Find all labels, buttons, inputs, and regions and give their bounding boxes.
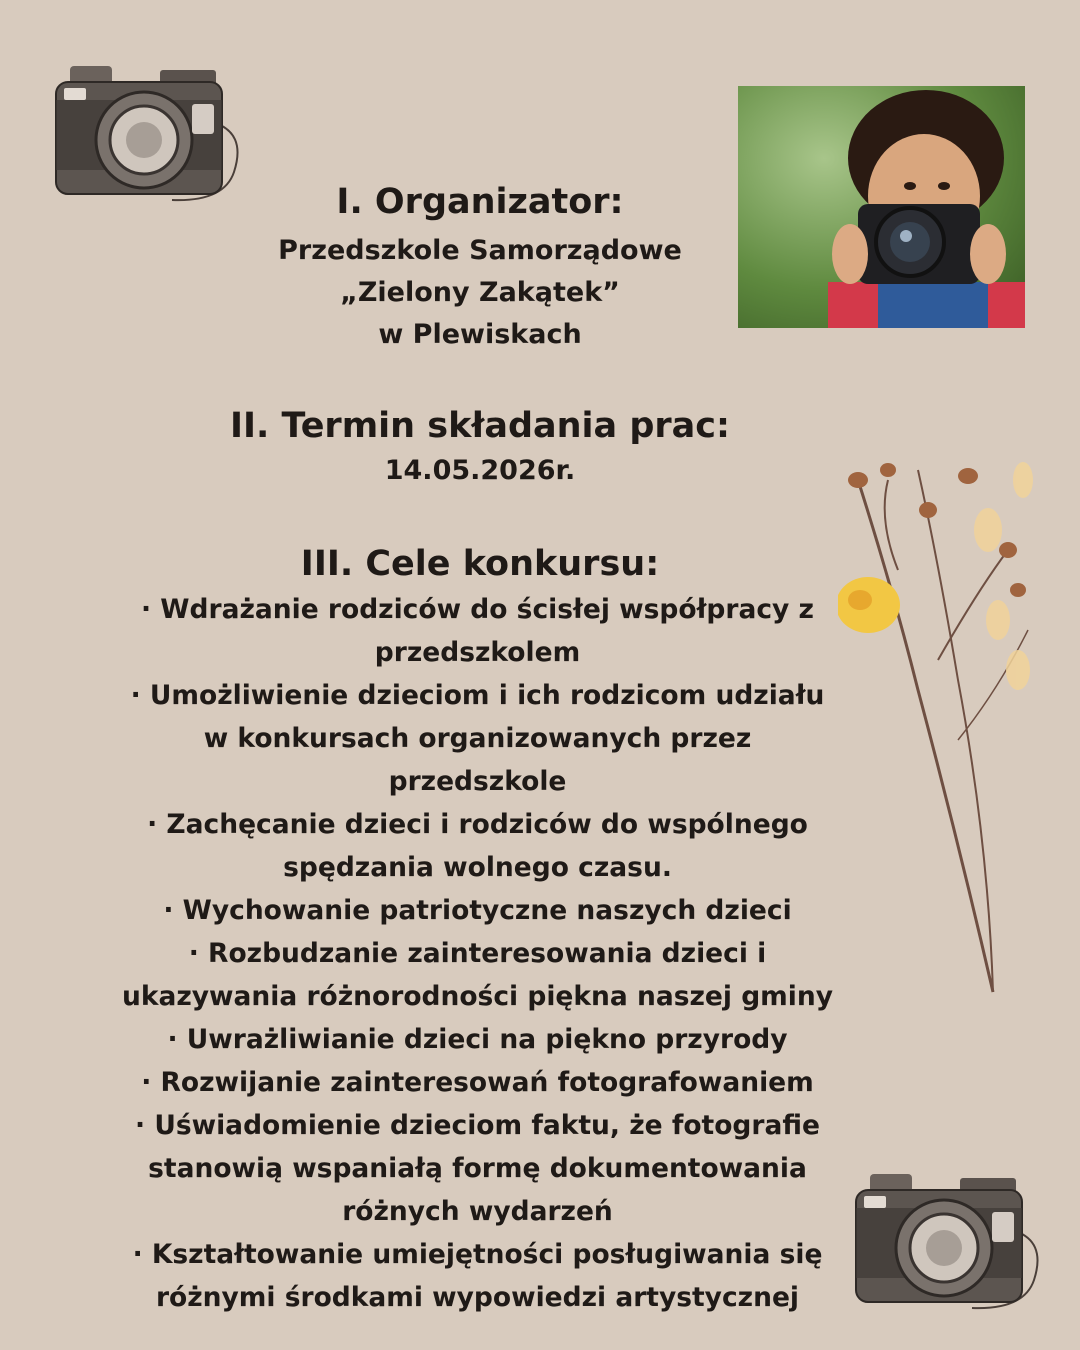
goal-line: · Wychowanie patriotyczne naszych dzieci [163, 895, 792, 926]
goal-line: · Rozbudzanie zainteresowania dzieci i [188, 938, 767, 969]
goal-line: · Umożliwienie dzieciom i ich rodzicom udziału [130, 680, 825, 711]
goal-line: ukazywania różnorodności piękna naszej gminy [121, 981, 834, 1012]
camera-illustration-bottom-right-icon [852, 1170, 1042, 1320]
child-photo-image [738, 86, 1025, 328]
organizer-heading: I. Organizator: [336, 182, 624, 222]
goal-line: stanowią wspaniałą formę dokumentowania [148, 1153, 807, 1184]
goal-line: · Uświadomienie dzieciom faktu, że fotografie [135, 1110, 820, 1141]
organizer-name-line2: „Zielony Zakątek” [340, 277, 620, 308]
goals-heading: III. Cele konkursu: [300, 544, 660, 584]
goal-line: · Wdrażanie rodziców do ścisłej współpracy z [141, 594, 814, 625]
camera-illustration-top-left-icon [52, 62, 242, 212]
goal-line: przedszkolem [374, 637, 581, 668]
goals-list [90, 588, 865, 1319]
deadline-date: 14.05.2026r. [384, 455, 576, 486]
organizer-name-line3: w Plewiskach [378, 319, 582, 350]
goal-line: różnych wydarzeń [342, 1196, 613, 1227]
flower-illustration-icon [838, 440, 1038, 1000]
goal-line: różnymi środkami wypowiedzi artystycznej [155, 1282, 800, 1313]
goal-line: · Uwrażliwianie dzieci na piękno przyrody [167, 1024, 788, 1055]
goal-line: przedszkole [388, 766, 567, 797]
deadline-heading: II. Termin składania prac: [229, 406, 731, 446]
goal-line: · Rozwijanie zainteresowań fotografowaniem [141, 1067, 814, 1098]
goal-line: spędzania wolnego czasu. [283, 852, 672, 883]
goal-line: w konkursach organizowanych przez [203, 723, 752, 754]
goal-line: · Kształtowanie umiejętności posługiwania się [132, 1239, 823, 1270]
goal-line: · Zachęcanie dzieci i rodziców do wspólnego [147, 809, 808, 840]
organizer-name-line1: Przedszkole Samorządowe [278, 235, 682, 266]
